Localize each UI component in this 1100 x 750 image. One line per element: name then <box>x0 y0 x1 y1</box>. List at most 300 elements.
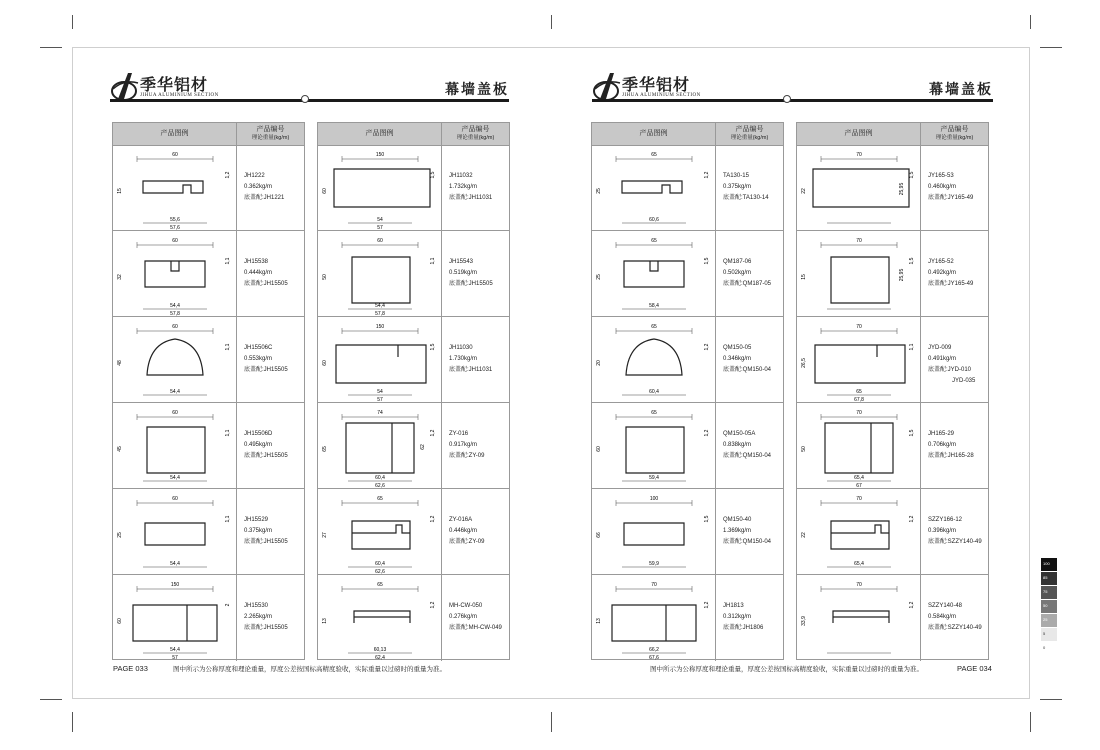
product-base: 底盖配:SZZY140-49 <box>928 625 982 631</box>
profile-drawing <box>592 489 716 574</box>
dim-outer-label: 67,6 <box>649 655 659 661</box>
brand-logo-icon <box>592 69 624 103</box>
table-row <box>318 317 509 403</box>
dim-width-label: 65 <box>651 410 657 416</box>
profile-drawing <box>797 403 921 488</box>
rule-dot-icon <box>301 95 309 103</box>
crop-mark <box>40 47 62 48</box>
dim-height-label: 15 <box>801 274 807 280</box>
dim-inner-label: 59,4 <box>649 475 659 481</box>
table-row <box>797 317 988 403</box>
profile-section-icon <box>318 145 442 231</box>
header-rule <box>592 99 993 102</box>
dim-width-label: 100 <box>649 496 659 502</box>
table-row <box>113 317 304 403</box>
product-info <box>723 429 771 462</box>
dim-thickness-label: 1,1 <box>225 429 231 437</box>
color-swatch: 100 <box>1041 558 1057 572</box>
brand-name-en: JIHUA ALUMINIUM SECTION <box>140 93 219 98</box>
profile-drawing <box>592 145 716 230</box>
product-info <box>449 601 502 634</box>
table-row <box>797 403 988 489</box>
dim-thickness-label: 1,2 <box>430 601 436 609</box>
dim-thickness-label: 1,5 <box>909 171 915 179</box>
product-base: 底盖配:QM150-04 <box>723 539 772 545</box>
product-info <box>723 601 763 634</box>
product-weight: 0.519kg/m <box>449 270 478 276</box>
table-row <box>113 231 304 317</box>
dim-width-label: 60 <box>377 238 383 244</box>
table-row <box>318 145 509 231</box>
dim-thickness-label: 1,2 <box>704 171 710 179</box>
dim-height-label: 48 <box>117 360 123 366</box>
color-swatch: 25 <box>1041 614 1057 628</box>
product-code: QM150-05A <box>723 431 756 437</box>
dim-thickness-label: 1,2 <box>909 515 915 523</box>
header-code-label: 产品编号 <box>461 126 490 133</box>
profile-drawing <box>797 489 921 574</box>
product-code: JY165-52 <box>928 259 954 265</box>
dim-height-label: 60 <box>117 618 123 624</box>
product-weight: 2.265kg/m <box>244 614 273 620</box>
dim-inner-label: 54,4 <box>170 475 180 481</box>
dim-outer-label: 57,8 <box>375 311 385 317</box>
dim-thickness-label: 1,2 <box>704 343 710 351</box>
crop-mark <box>1040 699 1062 700</box>
table-row <box>592 231 783 317</box>
table-row <box>113 145 304 231</box>
product-weight: 0.584kg/m <box>928 614 957 620</box>
profile-drawing <box>113 575 237 661</box>
color-swatch: 5 <box>1041 628 1057 642</box>
product-info <box>449 257 493 290</box>
color-swatch: 85 <box>1041 572 1057 586</box>
dim-height-label: 50 <box>801 446 807 452</box>
product-code: MH-CW-050 <box>449 603 483 609</box>
profile-drawing <box>113 317 237 402</box>
product-info <box>723 257 771 290</box>
dim-thickness-label: 1,2 <box>225 171 231 179</box>
profile-drawing <box>113 145 237 230</box>
product-base: 底盖配:JH11031 <box>449 367 493 373</box>
section-title: 幕墙盖板 <box>445 82 509 98</box>
dim-inner-label: 54,4 <box>170 303 180 309</box>
dim-thickness-label: 1,5 <box>430 343 436 351</box>
dim-inner-label: 65,4 <box>854 475 864 481</box>
product-info <box>244 257 288 290</box>
product-table <box>317 122 510 660</box>
dim-thickness-label: 1,1 <box>225 257 231 265</box>
dim-width-label: 70 <box>856 582 862 588</box>
table-row <box>797 489 988 575</box>
dim-height-label: 60 <box>322 188 328 194</box>
product-code: JH11032 <box>449 173 473 179</box>
profile-section-icon <box>113 403 237 489</box>
dim-inner-label: 65 <box>856 389 862 395</box>
product-info <box>928 171 973 204</box>
dim-thickness-label: 2 <box>225 603 231 607</box>
crop-mark <box>72 712 73 732</box>
header-code-label: 产品编号 <box>940 126 969 133</box>
product-weight: 0.838kg/m <box>723 442 752 448</box>
product-code: QM150-40 <box>723 517 752 523</box>
dim-width-label: 70 <box>856 238 862 244</box>
dim-extra-label: 62 <box>420 444 426 450</box>
profile-drawing <box>318 317 442 402</box>
header-image: 产品图例 <box>113 123 237 145</box>
product-base: 底盖配:ZY-09 <box>449 453 485 459</box>
product-base: 底盖配:JH15505 <box>244 539 288 545</box>
dim-extra-label: 25,95 <box>899 182 905 196</box>
rule-dot-icon <box>783 95 791 103</box>
header-weight-label: 理论重量(kg/m) <box>730 135 769 141</box>
product-base: 底盖配:JH15505 <box>449 281 493 287</box>
product-info <box>449 515 484 548</box>
product-base: 底盖配:JY165-49 <box>928 195 974 201</box>
dim-inner-label: 54,4 <box>170 561 180 567</box>
profile-section-icon <box>797 489 921 575</box>
product-weight: 0.312kg/m <box>723 614 752 620</box>
product-info <box>928 257 973 290</box>
product-weight: 0.495kg/m <box>244 442 273 448</box>
dim-thickness-label: 1,5 <box>704 515 710 523</box>
product-table <box>112 122 305 660</box>
product-code: JH15543 <box>449 259 474 265</box>
profile-section-icon <box>797 403 921 489</box>
product-weight: 0.502kg/m <box>723 270 752 276</box>
table-header <box>592 123 783 146</box>
dim-height-label: 32 <box>117 274 123 280</box>
dim-inner-label: 54,4 <box>170 389 180 395</box>
product-info <box>244 429 288 462</box>
product-code: TA130-15 <box>723 173 749 179</box>
dim-height-label: 20 <box>596 360 602 366</box>
profile-section-icon <box>797 231 921 317</box>
dim-inner-label: 60,4 <box>375 561 385 567</box>
product-info <box>723 515 771 548</box>
product-info <box>244 171 284 204</box>
product-code: JH165-29 <box>928 431 955 437</box>
dim-thickness-label: 1,2 <box>909 601 915 609</box>
dim-inner-label: 54,4 <box>170 647 180 653</box>
product-code: JH11030 <box>449 345 473 351</box>
profile-section-icon <box>318 317 442 403</box>
product-code: ZY-016A <box>449 517 473 523</box>
crop-mark <box>551 15 552 29</box>
dim-width-label: 60 <box>172 410 178 416</box>
header-code <box>921 125 988 143</box>
header-code <box>442 125 509 143</box>
dim-height-label: 25 <box>596 188 602 194</box>
table-row <box>113 489 304 575</box>
color-swatch: 50 <box>1041 600 1057 614</box>
product-base: 底盖配:JH1221 <box>244 195 285 201</box>
product-code: QM150-05 <box>723 345 752 351</box>
table-row <box>797 145 988 231</box>
dim-width-label: 65 <box>651 324 657 330</box>
product-info <box>723 343 771 376</box>
table-row <box>797 575 988 661</box>
profile-drawing <box>592 575 716 661</box>
product-base-alt: JYD-035 <box>952 378 976 384</box>
table-row <box>113 575 304 661</box>
color-bar <box>1041 558 1057 656</box>
dim-height-label: 22 <box>801 532 807 538</box>
dim-outer-label: 57 <box>377 225 383 231</box>
profile-section-icon <box>113 489 237 575</box>
product-weight: 0.491kg/m <box>928 356 957 362</box>
product-weight: 0.917kg/m <box>449 442 478 448</box>
profile-drawing <box>797 317 921 402</box>
product-base: 底盖配:JYD-010 <box>928 367 972 373</box>
product-code: JH1813 <box>723 603 744 609</box>
profile-drawing <box>318 403 442 488</box>
product-base: 底盖配:JH15505 <box>244 367 288 373</box>
profile-section-icon <box>592 403 716 489</box>
product-code: SZZY140-48 <box>928 603 963 609</box>
header-code-label: 产品编号 <box>735 126 764 133</box>
profile-drawing <box>318 575 442 661</box>
product-base: 底盖配:JH15505 <box>244 453 288 459</box>
profile-section-icon <box>797 145 921 231</box>
dim-width-label: 70 <box>856 410 862 416</box>
table-row <box>592 575 783 661</box>
dim-outer-label: 62,4 <box>375 655 385 661</box>
table-row <box>592 403 783 489</box>
product-base: 底盖配:JH11031 <box>449 195 493 201</box>
footer-note: 图中所示为公称厚度和理论重量，厚度公差按国标高精度验收，实际重量以过磅时的重量为准。 <box>650 666 923 673</box>
dim-height-label: 15 <box>117 188 123 194</box>
dim-inner-label: 60,13 <box>373 647 387 653</box>
dim-inner-label: 59,9 <box>649 561 659 567</box>
profile-section-icon <box>592 231 716 317</box>
product-code: JH1222 <box>244 173 265 179</box>
product-base: 底盖配:JH15505 <box>244 625 288 631</box>
product-code: JH15530 <box>244 603 269 609</box>
dim-height-label: 25 <box>596 274 602 280</box>
dim-height-label: 13 <box>322 618 328 624</box>
page-number: PAGE 033 <box>113 664 148 673</box>
dim-outer-label: 67 <box>856 483 862 489</box>
product-code: JH15529 <box>244 517 269 523</box>
header-code-label: 产品编号 <box>256 126 285 133</box>
page-left <box>72 47 529 699</box>
dim-inner-label: 55,6 <box>170 217 180 223</box>
profile-section-icon <box>318 231 442 317</box>
product-code: JH15506C <box>244 345 273 351</box>
header-code <box>716 125 783 143</box>
profile-section-icon <box>113 575 237 661</box>
dim-outer-label: 57 <box>377 397 383 403</box>
dim-width-label: 70 <box>856 496 862 502</box>
header-weight-label: 理论重量(kg/m) <box>251 135 290 141</box>
dim-thickness-label: 1,5 <box>704 257 710 265</box>
profile-drawing <box>113 231 237 316</box>
table-header <box>318 123 509 146</box>
header-rule <box>110 99 509 102</box>
product-weight: 0.492kg/m <box>928 270 957 276</box>
product-code: JH15506D <box>244 431 273 437</box>
dim-width-label: 74 <box>377 410 383 416</box>
dim-inner-label: 65,4 <box>854 561 864 567</box>
profile-section-icon <box>113 145 237 231</box>
dim-height-label: 66 <box>596 532 602 538</box>
dim-height-label: 33,9 <box>801 616 807 626</box>
dim-width-label: 70 <box>856 152 862 158</box>
product-base: 底盖配:QM187-05 <box>723 281 772 287</box>
table-header <box>113 123 304 146</box>
brand-name-en: JIHUA ALUMINIUM SECTION <box>622 93 701 98</box>
dim-inner-label: 54,4 <box>375 303 385 309</box>
product-info <box>928 601 982 634</box>
profile-section-icon <box>113 317 237 403</box>
dim-outer-label: 62,6 <box>375 569 385 575</box>
product-weight: 0.346kg/m <box>723 356 752 362</box>
brand-logo-icon <box>110 69 142 103</box>
profile-drawing <box>318 489 442 574</box>
brand-name: 季华铝材 <box>622 75 691 94</box>
product-code: JH15538 <box>244 259 269 265</box>
dim-height-label: 45 <box>117 446 123 452</box>
dim-width-label: 70 <box>856 324 862 330</box>
color-swatch: 75 <box>1041 586 1057 600</box>
header-weight-label: 理论重量(kg/m) <box>456 135 495 141</box>
header-weight-label: 理论重量(kg/m) <box>935 135 974 141</box>
header-image: 产品图例 <box>797 123 921 145</box>
crop-mark <box>72 15 73 29</box>
dim-inner-label: 66,2 <box>649 647 659 653</box>
product-weight: 0.444kg/m <box>244 270 273 276</box>
dim-width-label: 60 <box>172 238 178 244</box>
product-weight: 1.732kg/m <box>449 184 478 190</box>
table-row <box>592 317 783 403</box>
product-base: 底盖配:JH15505 <box>244 281 288 287</box>
product-code: ZY-016 <box>449 431 469 437</box>
profile-drawing <box>797 575 921 661</box>
dim-height-label: 60 <box>596 446 602 452</box>
dim-outer-label: 62,6 <box>375 483 385 489</box>
profile-section-icon <box>797 317 921 403</box>
profile-drawing <box>797 231 921 316</box>
dim-width-label: 70 <box>651 582 657 588</box>
product-info <box>449 343 492 376</box>
table-row <box>318 489 509 575</box>
profile-section-icon <box>318 403 442 489</box>
dim-height-label: 27 <box>322 532 328 538</box>
dim-thickness-label: 1,2 <box>704 429 710 437</box>
product-info <box>244 601 288 634</box>
color-swatch: 0 <box>1041 642 1057 656</box>
dim-thickness-label: 1,1 <box>430 257 436 265</box>
dim-thickness-label: 1,5 <box>909 429 915 437</box>
dim-width-label: 65 <box>377 582 383 588</box>
dim-width-label: 65 <box>377 496 383 502</box>
product-base: 底盖配:JY165-49 <box>928 281 974 287</box>
footer-note: 图中所示为公称厚度和理论重量，厚度公差按国标高精度验收，实际重量以过磅时的重量为准。 <box>173 666 446 673</box>
product-info <box>928 515 982 548</box>
product-base: 底盖配:ZY-09 <box>449 539 485 545</box>
product-weight: 1.730kg/m <box>449 356 478 362</box>
product-weight: 0.553kg/m <box>244 356 273 362</box>
dim-outer-label: 57,8 <box>170 311 180 317</box>
table-row <box>318 575 509 661</box>
dim-extra-label: 25,95 <box>899 268 905 282</box>
profile-drawing <box>592 231 716 316</box>
profile-section-icon <box>318 489 442 575</box>
dim-outer-label: 57,6 <box>170 225 180 231</box>
crop-mark <box>1030 15 1031 29</box>
dim-thickness-label: 1,5 <box>909 257 915 265</box>
dim-thickness-label: 1,1 <box>225 515 231 523</box>
product-info <box>928 429 974 462</box>
dim-width-label: 60 <box>172 152 178 158</box>
dim-inner-label: 60,4 <box>375 475 385 481</box>
product-base: 底盖配:QM150-04 <box>723 367 772 373</box>
section-title: 幕墙盖板 <box>929 82 993 98</box>
profile-section-icon <box>592 489 716 575</box>
profile-drawing <box>113 489 237 574</box>
dim-width-label: 150 <box>170 582 180 588</box>
product-weight: 0.446kg/m <box>449 528 478 534</box>
product-info <box>723 171 769 204</box>
brand-name: 季华铝材 <box>140 75 209 94</box>
product-base: 底盖配:MH-CW-049 <box>449 625 502 631</box>
product-info <box>244 343 288 376</box>
dim-inner-label: 58,4 <box>649 303 659 309</box>
dim-thickness-label: 1,2 <box>430 429 436 437</box>
profile-section-icon <box>318 575 442 661</box>
dim-inner-label: 54 <box>377 217 383 223</box>
product-base: 底盖配:SZZY140-49 <box>928 539 982 545</box>
header-image: 产品图例 <box>592 123 716 145</box>
dim-width-label: 150 <box>375 324 385 330</box>
product-table <box>591 122 784 660</box>
table-row <box>318 231 509 317</box>
dim-thickness-label: 1,1 <box>909 343 915 351</box>
product-base: 底盖配:QM150-04 <box>723 453 772 459</box>
page-number: PAGE 034 <box>957 664 992 673</box>
dim-height-label: 13 <box>596 618 602 624</box>
crop-mark <box>40 699 62 700</box>
product-info <box>244 515 288 548</box>
table-header <box>797 123 988 146</box>
dim-width-label: 150 <box>375 152 385 158</box>
header-code <box>237 125 304 143</box>
dim-thickness-label: 1,5 <box>430 171 436 179</box>
dim-width-label: 65 <box>651 238 657 244</box>
dim-height-label: 25 <box>117 532 123 538</box>
dim-height-label: 50 <box>322 274 328 280</box>
dim-width-label: 65 <box>651 152 657 158</box>
dim-height-label: 22 <box>801 188 807 194</box>
profile-drawing <box>592 317 716 402</box>
product-info <box>449 429 484 462</box>
profile-drawing <box>318 231 442 316</box>
crop-mark <box>1040 47 1062 48</box>
dim-inner-label: 60,6 <box>649 217 659 223</box>
product-weight: 0.706kg/m <box>928 442 957 448</box>
product-base: 底盖配:JH165-28 <box>928 453 974 459</box>
dim-inner-label: 54 <box>377 389 383 395</box>
dim-height-label: 60 <box>322 360 328 366</box>
dim-thickness-label: 1,2 <box>430 515 436 523</box>
product-weight: 0.375kg/m <box>244 528 273 534</box>
profile-section-icon <box>797 575 921 661</box>
profile-drawing <box>318 145 442 230</box>
table-row <box>113 403 304 489</box>
dim-outer-label: 57 <box>172 655 178 661</box>
product-weight: 0.460kg/m <box>928 184 957 190</box>
